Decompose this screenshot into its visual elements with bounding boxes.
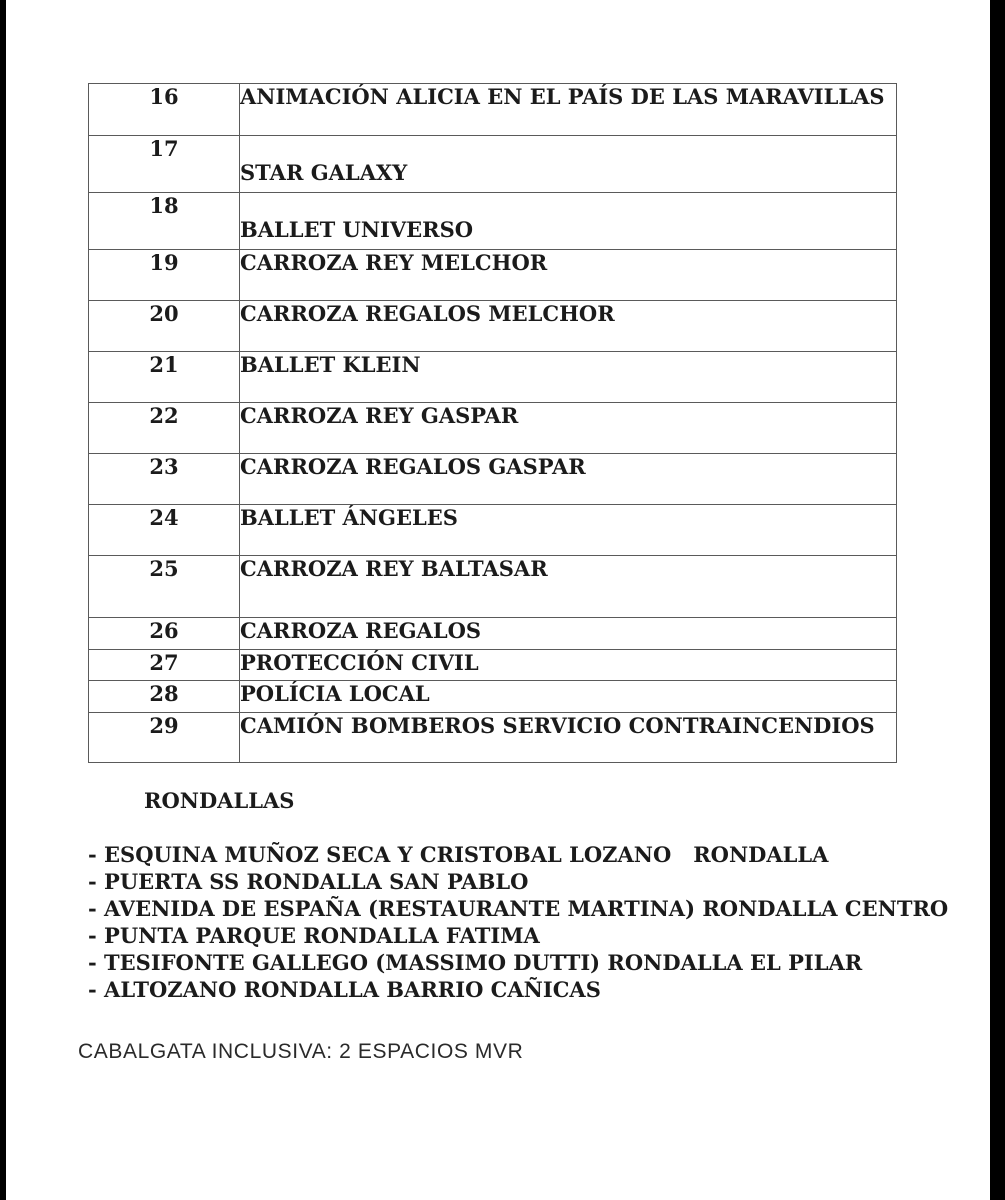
rondallas-list <box>88 841 983 1003</box>
list-item: - TESIFONTE GALLEGO (MASSIMO DUTTI) RONDALLA EL PILAR <box>88 950 863 975</box>
table-row <box>89 84 897 136</box>
row-number: 17 <box>89 136 240 193</box>
table-row <box>89 352 897 403</box>
inclusive-parade-note: CABALGATA INCLUSIVA: 2 ESPACIOS MVR <box>78 1040 524 1063</box>
table-row <box>89 556 897 618</box>
table-row <box>89 650 897 681</box>
row-number: 23 <box>89 454 240 505</box>
table-row <box>89 193 897 250</box>
row-number: 28 <box>89 681 240 713</box>
parade-order-table <box>88 83 897 763</box>
row-number: 19 <box>89 250 240 301</box>
row-name: PROTECCIÓN CIVIL <box>240 650 897 681</box>
row-name: CARROZA REGALOS MELCHOR <box>240 301 897 352</box>
row-number: 26 <box>89 618 240 650</box>
row-number: 25 <box>89 556 240 618</box>
table-row <box>89 454 897 505</box>
row-name: BALLET KLEIN <box>240 352 897 403</box>
list-item: - ESQUINA MUÑOZ SECA Y CRISTOBAL LOZANO RONDALLA <box>88 842 829 867</box>
table-row <box>89 618 897 650</box>
rondallas-heading: RONDALLAS <box>144 788 295 813</box>
row-name: POLÍCIA LOCAL <box>240 681 897 713</box>
row-number: 22 <box>89 403 240 454</box>
table-row <box>89 301 897 352</box>
table-row <box>89 713 897 763</box>
row-name: STAR GALAXY <box>240 136 897 193</box>
row-name: BALLET UNIVERSO <box>240 193 897 250</box>
table-row <box>89 250 897 301</box>
row-number: 18 <box>89 193 240 250</box>
table-row <box>89 403 897 454</box>
table-row <box>89 681 897 713</box>
row-name: CARROZA REY BALTASAR <box>240 556 897 618</box>
row-name: ANIMACIÓN ALICIA EN EL PAÍS DE LAS MARAVILLAS <box>240 84 897 136</box>
row-name: CARROZA REY GASPAR <box>240 403 897 454</box>
list-item: - PUERTA SS RONDALLA SAN PABLO <box>88 869 529 894</box>
row-number: 16 <box>89 84 240 136</box>
list-item: - ALTOZANO RONDALLA BARRIO CAÑICAS <box>88 977 601 1002</box>
table-row <box>89 505 897 556</box>
row-number: 21 <box>89 352 240 403</box>
row-number: 29 <box>89 713 240 763</box>
list-item: - AVENIDA DE ESPAÑA (RESTAURANTE MARTINA) RONDALLA CENTRO <box>88 896 949 921</box>
row-name: BALLET ÁNGELES <box>240 505 897 556</box>
list-item: - PUNTA PARQUE RONDALLA FATIMA <box>88 923 540 948</box>
row-number: 20 <box>89 301 240 352</box>
row-name: CARROZA REGALOS GASPAR <box>240 454 897 505</box>
document-page <box>6 0 990 1200</box>
table-row <box>89 136 897 193</box>
row-name: CARROZA REGALOS <box>240 618 897 650</box>
row-name: CARROZA REY MELCHOR <box>240 250 897 301</box>
row-number: 27 <box>89 650 240 681</box>
row-name: CAMIÓN BOMBEROS SERVICIO CONTRAINCENDIOS <box>240 713 897 763</box>
row-number: 24 <box>89 505 240 556</box>
